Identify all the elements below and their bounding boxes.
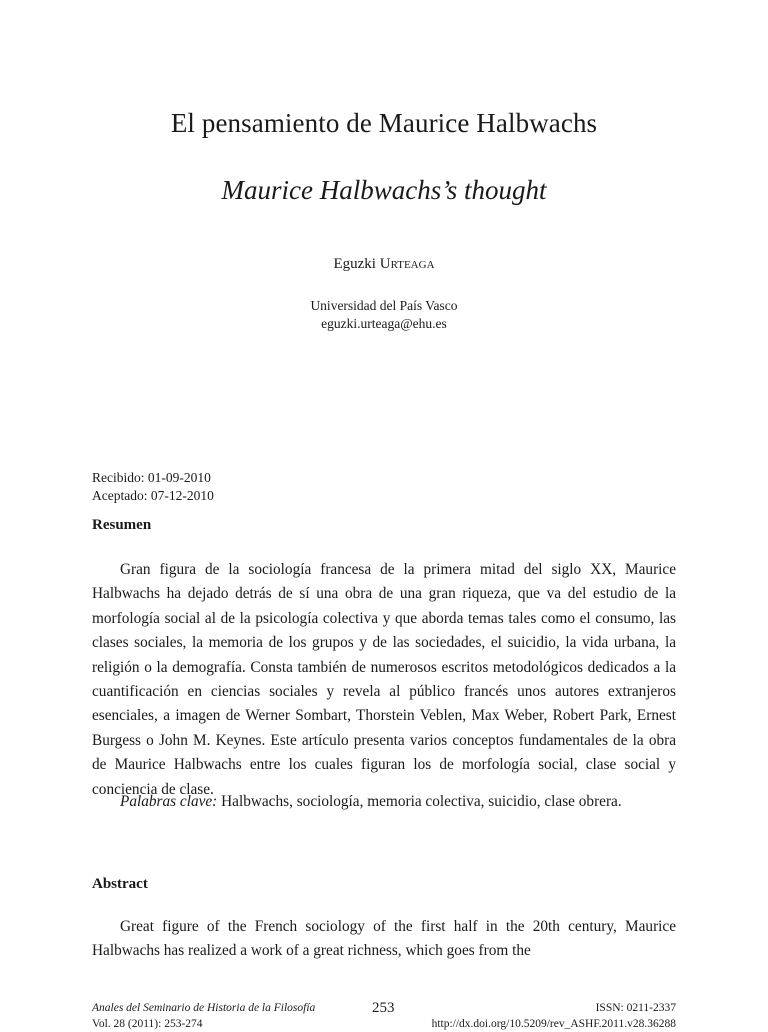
author-affiliation: [0, 297, 768, 333]
abstract-heading: Abstract: [92, 876, 148, 892]
journal-identifiers: [432, 1000, 676, 1032]
keywords-list: Halbwachs, sociología, memoria colectiva, suicidio, clase obrera.: [221, 793, 622, 810]
keywords-label: Palabras clave:: [120, 793, 218, 810]
journal-volume: Vol. 28 (2011): 253-274: [92, 1018, 203, 1030]
received-date: Recibido: 01-09-2010: [92, 470, 211, 485]
submission-dates: [92, 469, 214, 505]
institution: Universidad del País Vasco: [310, 298, 458, 313]
journal-citation: [92, 1000, 315, 1032]
keywords-paragraph: [92, 790, 676, 814]
author-email[interactable]: eguzki.urteaga@ehu.es: [321, 316, 447, 331]
author-name: [0, 256, 768, 273]
doi-link[interactable]: http://dx.doi.org/10.5209/rev_ASHF.2011.v28.36288: [431, 1018, 676, 1030]
author-family-name: Urteaga: [379, 256, 435, 272]
journal-name: Anales del Seminario de Historia de la Filosofía: [92, 1002, 316, 1014]
page-number: 253: [372, 1000, 395, 1016]
paper-title: El pensamiento de Maurice Halbwachs: [170, 108, 598, 138]
accepted-date: Aceptado: 07-12-2010: [92, 488, 214, 503]
resumen-heading: Resumen: [92, 517, 152, 533]
resumen-body: Gran figura de la sociología francesa de la primera mitad del siglo XX, Maurice Halbwachs ha dejado detrás de sí una obra de una gran riqueza, que va del estudio de la morfología social al de la psicología colectiva y que aborda temas tales como el consumo, las clases sociales, la memoria de los grupos y de las sociedades, el suicidio, la vida urbana, la religión o la demografía. Consta también de numerosos escritos metodológicos dedicados a la cuantificación en ciencias sociales y revela al público francés unos autores extranjeros esenciales, a imagen de Werner Sombart, Thorstein Veblen, Max Weber, Robert Park, Ernest Burgess o John M. Keynes. Este artículo presenta varios conceptos fundamentales de la obra de Maurice Halbwachs entre los cuales figuran los de morfología social, clase social y conciencia de clase.: [92, 561, 676, 798]
paper-subtitle-english: Maurice Halbwachs’s thought: [221, 175, 547, 205]
author-given-name: Eguzki: [333, 256, 376, 272]
issn: ISSN: 0211-2337: [595, 1002, 676, 1014]
abstract-body: Great figure of the French sociology of the first half in the 20th century, Maurice Halbwachs has realized a work of a great richness, which goes from the: [92, 918, 676, 960]
